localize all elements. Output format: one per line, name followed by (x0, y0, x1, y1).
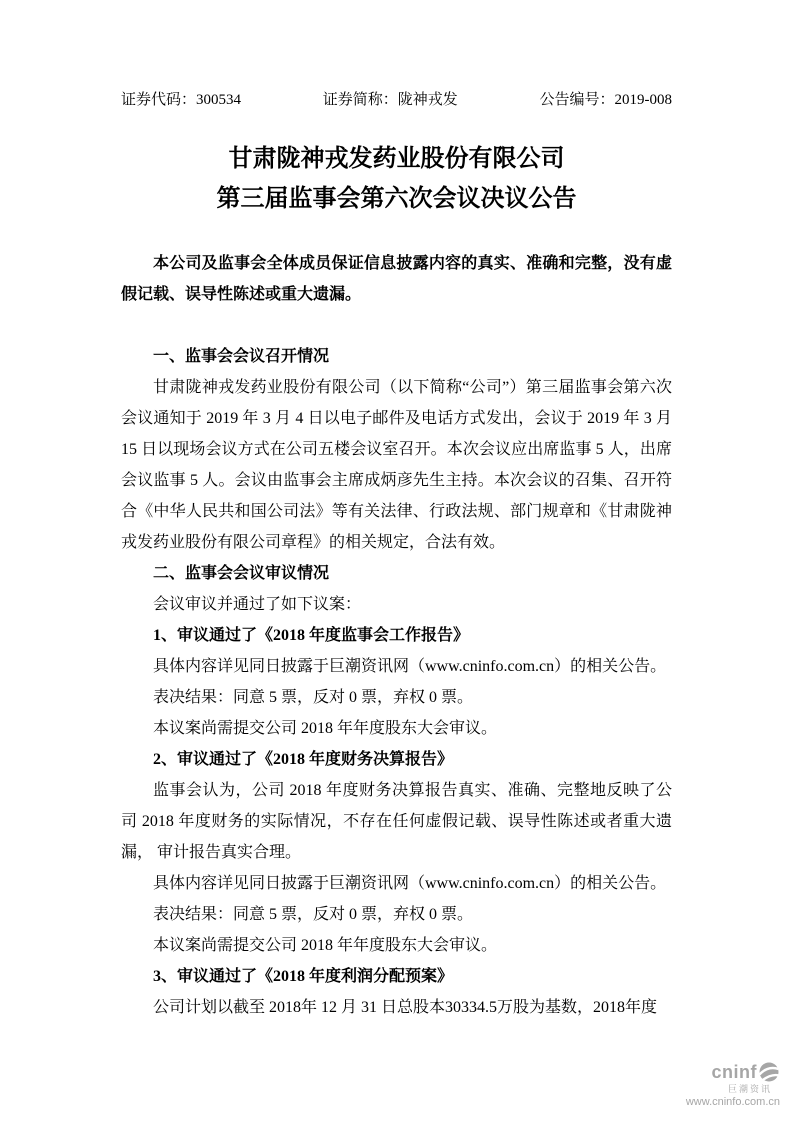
cninfo-swirl-icon (758, 1061, 780, 1083)
stock-code: 证券代码：300534 (121, 92, 242, 108)
resolution-1-detail: 具体内容详见同日披露于巨潮资讯网（www.cninfo.com.cn）的相关公告。 (153, 658, 667, 675)
document-body (121, 248, 672, 1023)
resolution-3-heading: 3、审议通过了《2018 年度利润分配预案》 (153, 968, 454, 985)
section-1-heading: 一、监事会会议召开情况 (153, 348, 330, 365)
cninfo-logo-url: www.cninfo.com.cn (685, 1096, 780, 1108)
resolution-2-opinion: 监事会认为，公司 2018 年度财务决算报告真实、准确、完整地反映了公司 2018 年度财务的实际情况，不存在任何虚假记载、误导性陈述或者重大遗漏， 审计报告真实合理。 (121, 782, 672, 861)
company-name-title: 甘肃陇神戎发药业股份有限公司 (228, 146, 565, 172)
disclaimer-statement: 本公司及监事会全体成员保证信息披露内容的真实、准确和完整，没有虚假记载、误导性陈述或重大遗漏。 (121, 255, 672, 303)
resolution-3-paragraph: 公司计划以截至 2018年 12 月 31 日总股本30334.5万股为基数，2018年度 (153, 999, 658, 1016)
resolution-1-heading: 1、审议通过了《2018 年度监事会工作报告》 (153, 627, 470, 644)
section-1-paragraph: 甘肃陇神戎发药业股份有限公司（以下简称“公司”）第三届监事会第六次会议通知于 2019 年 3 月 4 日以电子邮件及电话方式发出，会议于 2019 年 3 月 15 日以现场会议方式在公司五楼会议室召开。本次会议应出席监事 5 人，出席会议监事 5 人。会议由监事会主席成炳彦先生主持。本次会议的召集、召开符合《中华人民共和国公司法》等有关法律、行政法规、部门规章和《甘肃陇神戎发药业股份有限公司章程》的相关规定，合法有效。 (121, 379, 672, 551)
resolution-2-detail: 具体内容详见同日披露于巨潮资讯网（www.cninfo.com.cn）的相关公告。 (153, 875, 667, 892)
section-2-heading: 二、监事会会议审议情况 (153, 565, 330, 582)
cninfo-logo-chinese: 巨潮资讯 (727, 1084, 772, 1094)
announcement-number: 公告编号：2019-008 (539, 92, 672, 108)
resolution-2-note: 本议案尚需提交公司 2018 年年度股东大会审议。 (153, 937, 498, 954)
stock-abbreviation: 证券简称：陇神戎发 (322, 92, 458, 108)
cninfo-logo (686, 1061, 780, 1108)
cninfo-logo-row (686, 1061, 780, 1083)
document-content (121, 0, 672, 1023)
resolution-2-heading: 2、审议通过了《2018 年度财务决算报告》 (153, 751, 454, 768)
resolution-1-vote: 表决结果：同意 5 票，反对 0 票，弃权 0 票。 (153, 689, 474, 706)
cninfo-logo-text: cninf (711, 1062, 757, 1082)
resolution-1-note: 本议案尚需提交公司 2018 年年度股东大会审议。 (153, 720, 498, 737)
announcement-title: 第三届监事会第六次会议决议公告 (216, 186, 577, 212)
document-header (121, 90, 672, 110)
section-2-intro: 会议审议并通过了如下议案： (153, 596, 362, 613)
resolution-2-vote: 表决结果：同意 5 票，反对 0 票，弃权 0 票。 (153, 906, 474, 923)
